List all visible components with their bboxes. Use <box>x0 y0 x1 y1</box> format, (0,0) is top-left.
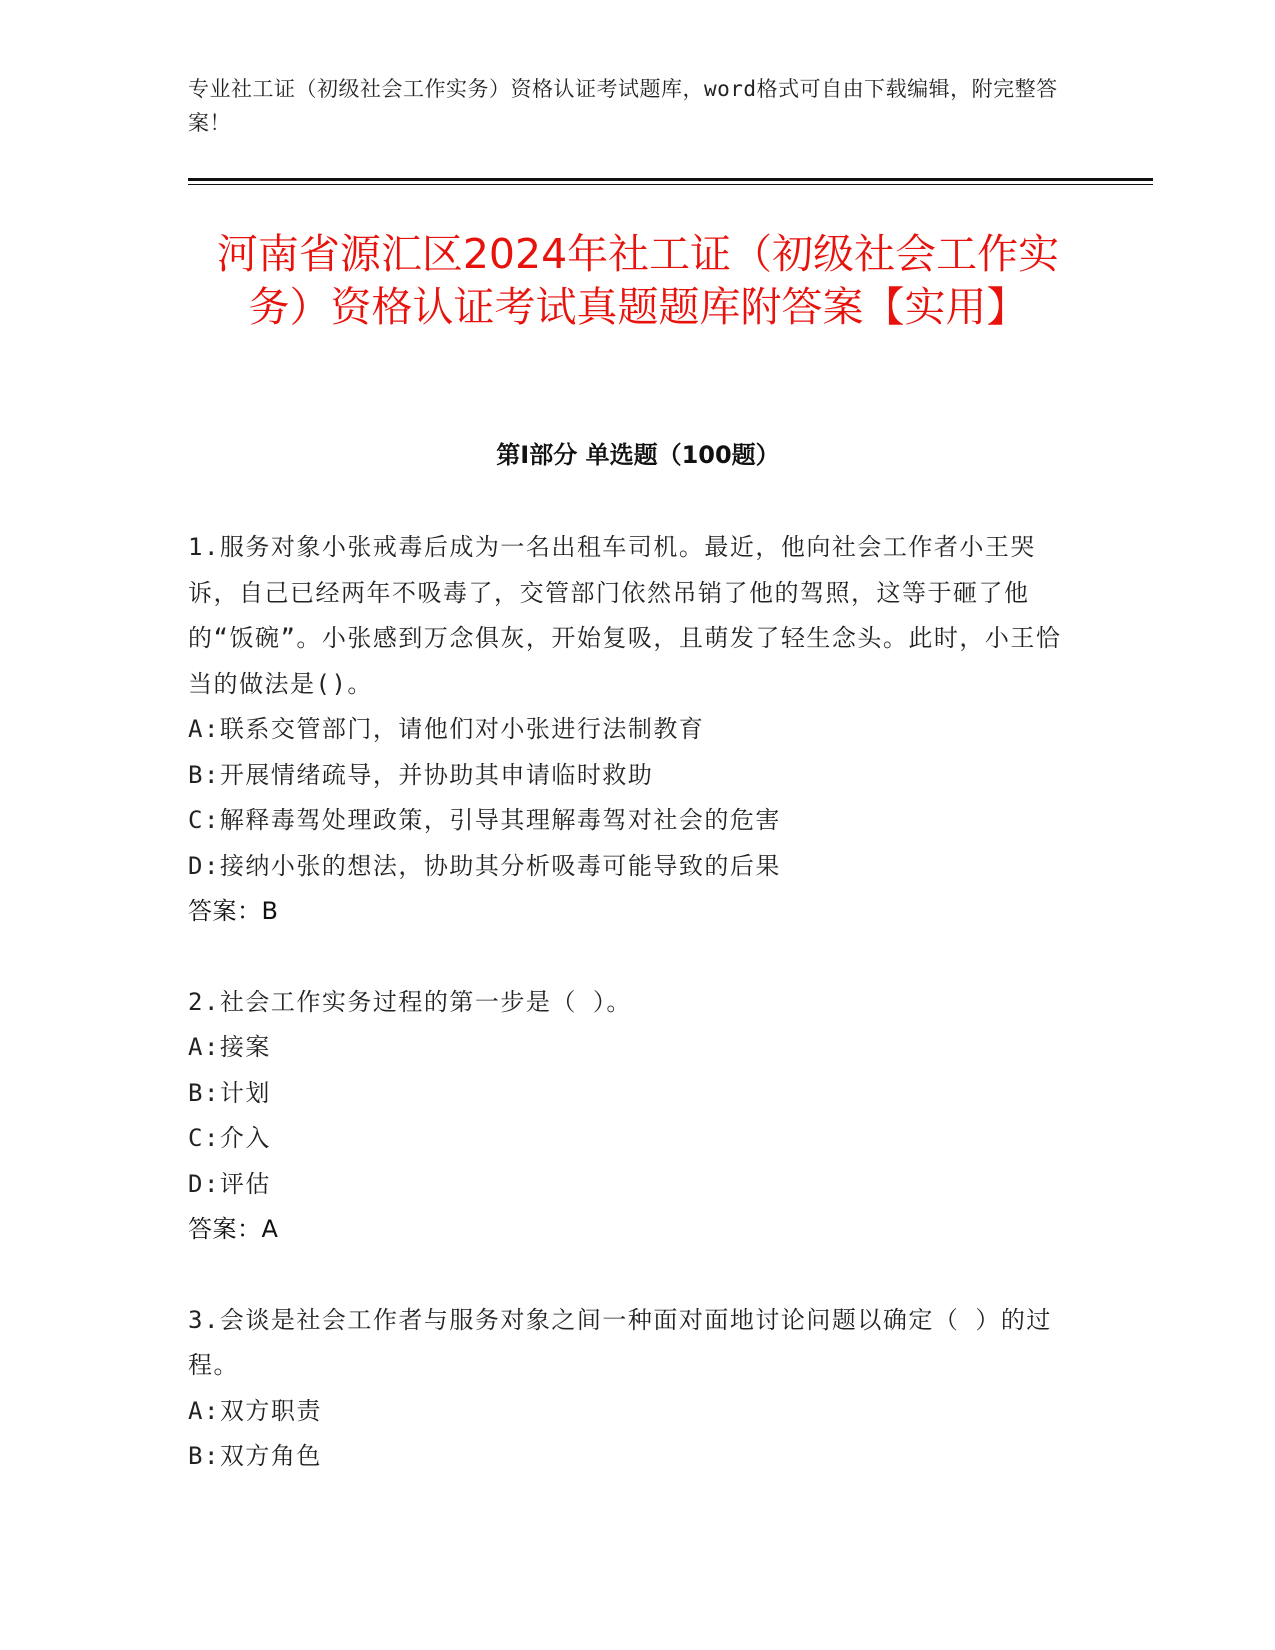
question-3 <box>188 1298 1073 1480</box>
question-2 <box>188 980 1073 1253</box>
option-c: C:介入 <box>188 1124 271 1152</box>
option-c: C:解释毒驾处理政策，引导其理解毒驾对社会的危害 <box>188 806 781 834</box>
header-rule <box>188 178 1153 181</box>
document-title: 河南省源汇区2024年社工证（初级社会工作实务）资格认证考试真题题库附答案【实用】 <box>216 230 1060 331</box>
question-1 <box>188 525 1073 935</box>
header-rule-thin <box>188 184 1153 185</box>
option-d: D:评估 <box>188 1169 271 1198</box>
answer: 答案：A <box>188 1215 279 1243</box>
question-list <box>188 525 1073 1525</box>
option-b: B:双方角色 <box>188 1442 322 1470</box>
question-stem: 1.服务对象小张戒毒后成为一名出租车司机。最近，他向社会工作者小王哭诉，自己已经两年不吸毒了，交管部门依然吊销了他的驾照，这等于砸了他的“饭碗”。小张感到万念俱灰，开始复吸，且萌发了轻生念头。此时，小王恰当的做法是()。 <box>188 533 1062 698</box>
option-a: A:接案 <box>188 1033 271 1061</box>
option-d: D:接纳小张的想法，协助其分析吸毒可能导致的后果 <box>188 851 781 880</box>
option-a: A:双方职责 <box>188 1396 322 1425</box>
question-stem: 2.社会工作实务过程的第一步是（ ）。 <box>188 987 632 1016</box>
option-a: A:联系交管部门，请他们对小张进行法制教育 <box>188 715 705 743</box>
question-stem: 3.会谈是社会工作者与服务对象之间一种面对面地讨论问题以确定（ ）的过程。 <box>188 1305 1052 1379</box>
option-b: B:计划 <box>188 1078 271 1107</box>
option-b: B:开展情绪疏导，并协助其申请临时救助 <box>188 760 654 789</box>
header-note: 专业社工证（初级社会工作实务）资格认证考试题库，word格式可自由下载编辑，附完整答案！ <box>188 77 1058 135</box>
answer: 答案：B <box>188 897 279 925</box>
section-title: 第I部分 单选题（100题） <box>496 441 780 469</box>
